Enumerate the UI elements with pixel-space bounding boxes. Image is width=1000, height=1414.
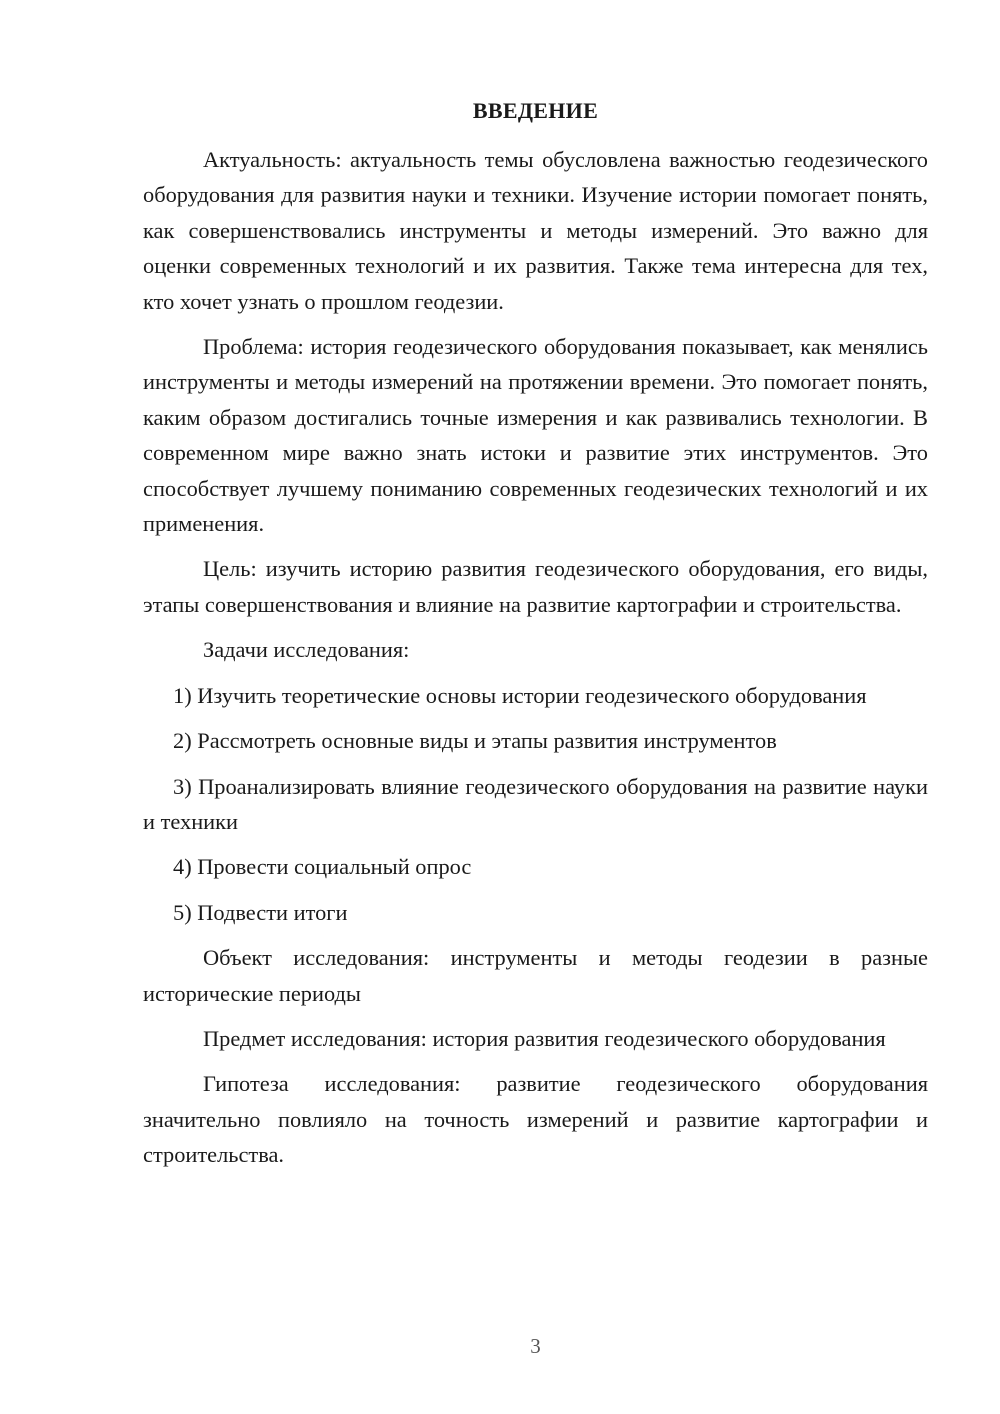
- paragraph-hypothesis: Гипотеза исследования: развитие геодезического оборудования значительно повлияло на точность измерений и развитие картографии и строительства.: [143, 1071, 928, 1168]
- paragraph-relevance: Актуальность: актуальность темы обусловлена важностью геодезического оборудования для развития науки и техники. Изучение истории помогает понять, как совершенствовались инструменты и методы измерений. Это важно для оценки современных технологий и их развития. Также тема интересна для тех, кто хочет узнать о прошлом геодезии.: [143, 147, 928, 314]
- paragraph-object: Объект исследования: инструменты и методы геодезии в разные исторические периоды: [143, 945, 928, 1006]
- task-item-4: 4) Провести социальный опрос: [173, 854, 472, 880]
- document-page: [143, 0, 928, 1414]
- page-number: 3: [530, 1334, 541, 1358]
- task-item-1: 1) Изучить теоретические основы истории геодезического оборудования: [173, 682, 867, 708]
- paragraph-problem: Проблема: история геодезического оборудования показывает, как менялись инструменты и методы измерений на протяжении времени. Это помогает понять, каким образом достигались точные измерения и как развивались технологии. В современном мире важно знать истоки и развитие этих инструментов. Это способствует лучшему пониманию современных геодезических технологий и их применения.: [143, 334, 928, 537]
- paragraph-subject: Предмет исследования: история развития геодезического оборудования: [203, 1025, 886, 1051]
- body-text: [143, 142, 928, 1183]
- task-item-2: 2) Рассмотреть основные виды и этапы развития инструментов: [173, 728, 777, 754]
- paragraph-tasks-heading: Задачи исследования:: [203, 637, 410, 663]
- task-item-5: 5) Подвести итоги: [173, 899, 348, 925]
- paragraph-goal: Цель: изучить историю развития геодезического оборудования, его виды, этапы совершенствования и влияние на развитие картографии и строительства.: [143, 556, 928, 617]
- task-item-3: 3) Проанализировать влияние геодезического оборудования на развитие науки и техники: [143, 773, 928, 834]
- section-title: ВВЕДЕНИЕ: [472, 98, 599, 123]
